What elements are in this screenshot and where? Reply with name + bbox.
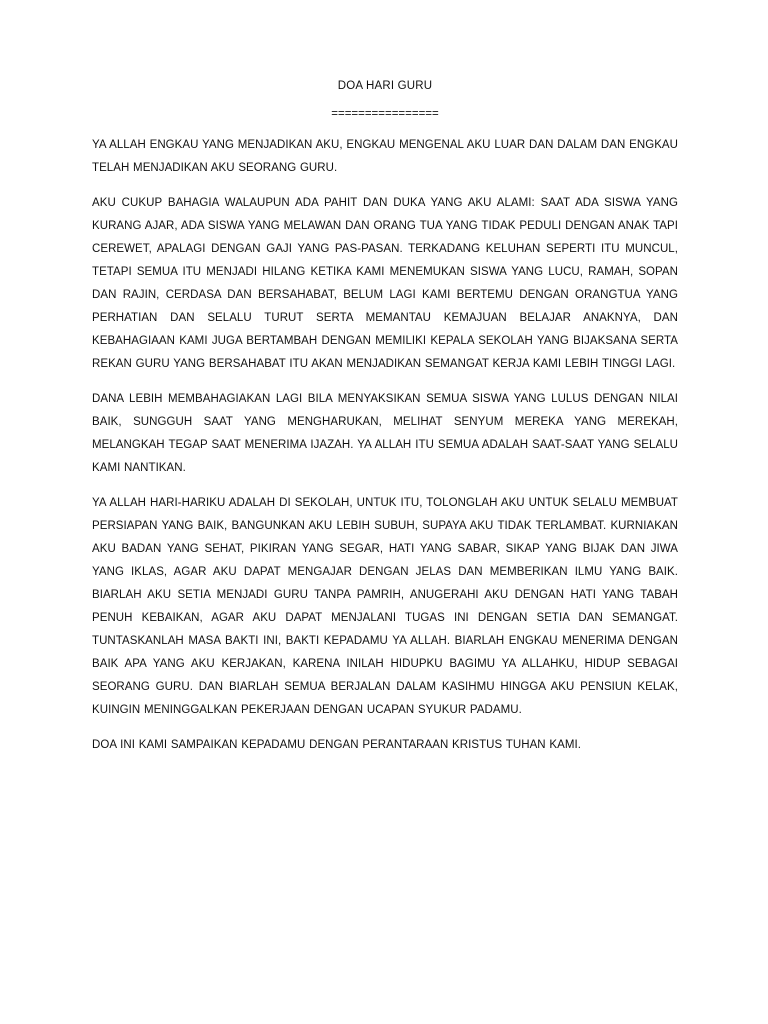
paragraph-5: DOA INI KAMI SAMPAIKAN KEPADAMU DENGAN PERANTARAAN KRISTUS TUHAN KAMI. (92, 739, 581, 751)
paragraph-1: YA ALLAH ENGKAU YANG MENJADIKAN AKU, ENGKAU MENGENAL AKU LUAR DAN DALAM DAN ENGKAU TELAH MENJADIKAN AKU SEORANG GURU. (92, 139, 678, 174)
paragraph-4: YA ALLAH HARI-HARIKU ADALAH DI SEKOLAH, UNTUK ITU, TOLONGLAH AKU UNTUK SELALU MEMBUAT PERSIAPAN YANG BAIK, BANGUNKAN AKU LEBIH SUBUH, SUPAYA AKU TIDAK TERLAMBAT. KURNIAKAN AKU BADAN YANG SEHAT, PIKIRAN YANG SEGAR, HATI YANG SABAR, SIKAP YANG BIJAK DAN JIWA YANG IKLAS, AGAR AKU DAPAT MENGAJAR DENGAN JELAS DAN MEMBERIKAN ILMU YANG BAIK. BIARLAH AKU SETIA MENJADI GURU TANPA PAMRIH, ANUGERAHI AKU DENGAN HATI YANG TABAH PENUH KEBAIKAN, AGAR AKU DAPAT MENJALANI TUGAS INI DENGAN SETIA DAN SEMANGAT. TUNTASKANLAH MASA BAKTI INI, BAKTI KEPADAMU YA ALLAH. BIARLAH ENGKAU MENERIMA DENGAN BAIK APA YANG AKU KERJAKAN, KARENA INILAH HIDUPKU BAGIMU YA ALLAHKU, HIDUP SEBAGAI SEORANG GURU. DAN BIARLAH SEMUA BERJALAN DALAM KASIHMU HINGGA AKU PENSIUN KELAK, KUINGIN MENINGGALKAN PEKERJAAN DENGAN UCAPAN SYUKUR PADAMU. (92, 497, 678, 716)
paragraph-3: DANA LEBIH MEMBAHAGIAKAN LAGI BILA MENYAKSIKAN SEMUA SISWA YANG LULUS DENGAN NILAI BAIK, SUNGGUH SAAT YANG MENGHARUKAN, MELIHAT SENYUM MEREKA YANG MEREKAH, MELANGKAH TEGAP SAAT MENERIMA IJAZAH. YA ALLAH ITU SEMUA ADALAH SAAT-SAAT YANG SELALU KAMI NANTIKAN. (92, 393, 678, 474)
document-page (92, 72, 678, 757)
title-underline: ================ (331, 108, 439, 120)
document-title: DOA HARI GURU (337, 80, 433, 92)
paragraph-2: AKU CUKUP BAHAGIA WALAUPUN ADA PAHIT DAN DUKA YANG AKU ALAMI: SAAT ADA SISWA YANG KURANG AJAR, ADA SISWA YANG MELAWAN DAN ORANG TUA YANG TIDAK PEDULI DENGAN ANAK TAPI CEREWET, APALAGI DENGAN GAJI YANG PAS-PASAN. TERKADANG KELUHAN SEPERTI ITU MUNCUL, TETAPI SEMUA ITU MENJADI HILANG KETIKA KAMI MENEMUKAN SISWA YANG LUCU, RAMAH, SOPAN DAN RAJIN, CERDASA DAN BERSAHABAT, BELUM LAGI KAMI BERTEMU DENGAN ORANGTUA YANG PERHATIAN DAN SELALU TURUT SERTA MEMANTAU KEMAJUAN BELAJAR ANAKNYA, DAN KEBAHAGIAAN KAMI JUGA BERTAMBAH DENGAN MEMILIKI KEPALA SEKOLAH YANG BIJAKSANA SERTA REKAN GURU YANG BERSAHABAT ITU AKAN MENJADIKAN SEMANGAT KERJA KAMI LEBIH TINGGI LAGI. (92, 197, 678, 370)
